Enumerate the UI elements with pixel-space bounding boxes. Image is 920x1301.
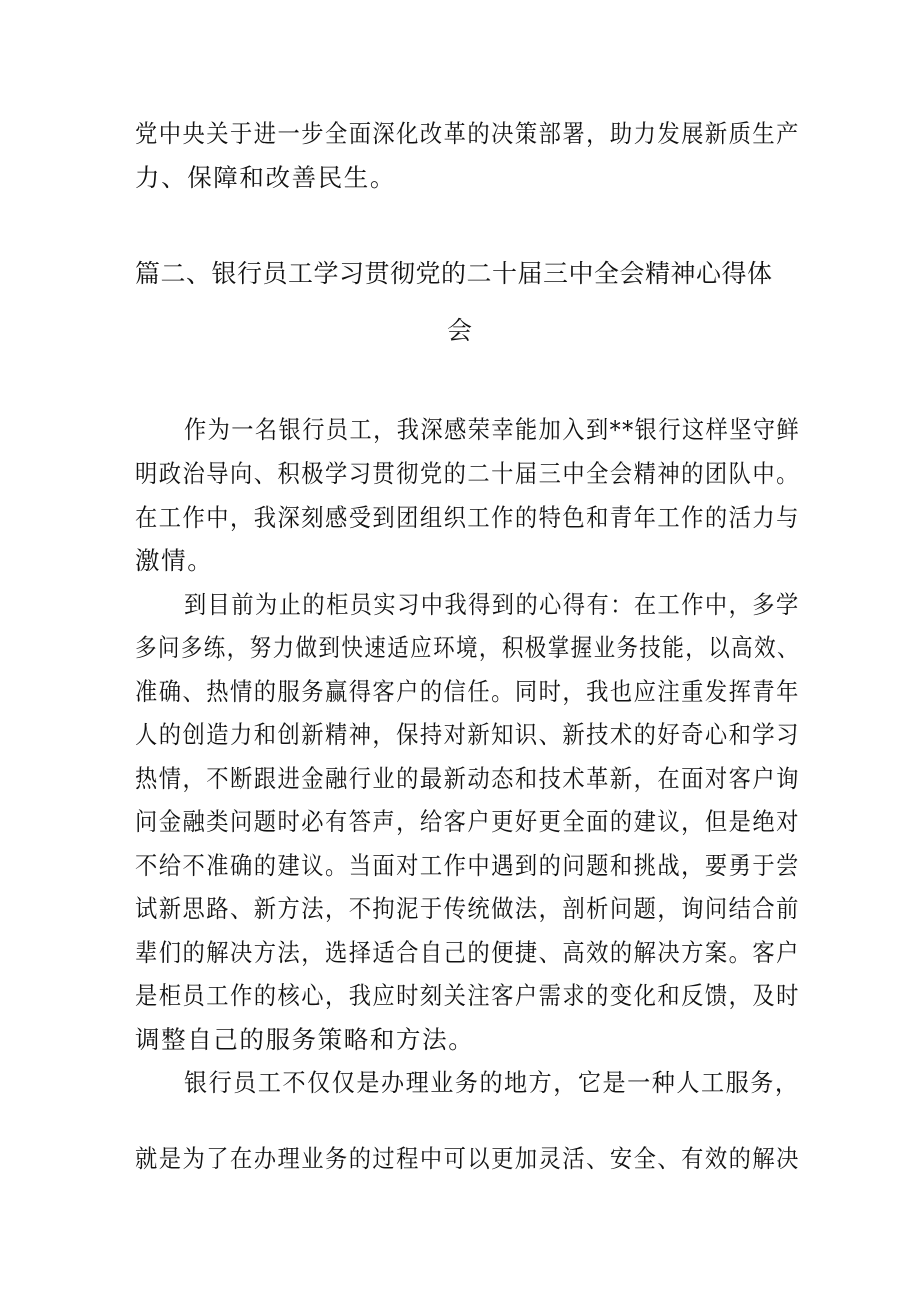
paragraph-2-line-10: 是柜员工作的核心，我应时刻关注客户需求的变化和反馈，及时 [135,981,800,1010]
paragraph-2-line-3: 准确、热情的服务赢得客户的信任。同时，我也应注重发挥青年 [135,677,800,706]
paragraph-2-line-7: 不给不准确的建议。当面对工作中遇到的问题和挑战，要勇于尝 [135,851,800,880]
paragraph-1-line-4: 激情。 [135,546,214,575]
section-title-line-1: 篇二、银行员工学习贯彻党的二十届三中全会精神心得体 [135,259,773,288]
paragraph-2-line-1: 到目前为止的柜员实习中我得到的心得有：在工作中，多学 [184,590,800,619]
paragraph-2-line-5: 热情，不断跟进金融行业的最新动态和技术革新，在面对客户询 [135,764,800,793]
paragraph-2-line-4: 人的创造力和创新精神，保持对新知识、新技术的好奇心和学习 [135,720,800,749]
paragraph-2-line-9: 辈们的解决方法，选择适合自己的便捷、高效的解决方案。客户 [135,938,800,967]
paragraph-4-line-1: 就是为了在办理业务的过程中可以更加灵活、安全、有效的解决 [135,1144,800,1173]
paragraph-2-line-11: 调整自己的服务策略和方法。 [135,1025,475,1054]
paragraph-1-line-2: 明政治导向、积极学习贯彻党的二十届三中全会精神的团队中。 [135,459,800,488]
paragraph-1-line-3: 在工作中，我深刻感受到团组织工作的特色和青年工作的活力与 [135,503,800,532]
prev-paragraph-line-2: 力、保障和改善民生。 [135,163,396,192]
section-title-line-2: 会 [447,316,473,345]
paragraph-1-line-1: 作为一名银行员工，我深感荣幸能加入到**银行这样坚守鲜 [184,415,801,444]
paragraph-3-line-1: 银行员工不仅仅是办理业务的地方，它是一种人工服务， [184,1068,800,1097]
paragraph-2-line-6: 问金融类问题时必有答声，给客户更好更全面的建议，但是绝对 [135,807,800,836]
prev-paragraph-line-1: 党中央关于进一步全面深化改革的决策部署，助力发展新质生产 [135,119,800,148]
paragraph-2-line-2: 多问多练，努力做到快速适应环境，积极掌握业务技能，以高效、 [135,633,800,662]
paragraph-2-line-8: 试新思路、新方法，不拘泥于传统做法，剖析问题，询问结合前 [135,894,800,923]
